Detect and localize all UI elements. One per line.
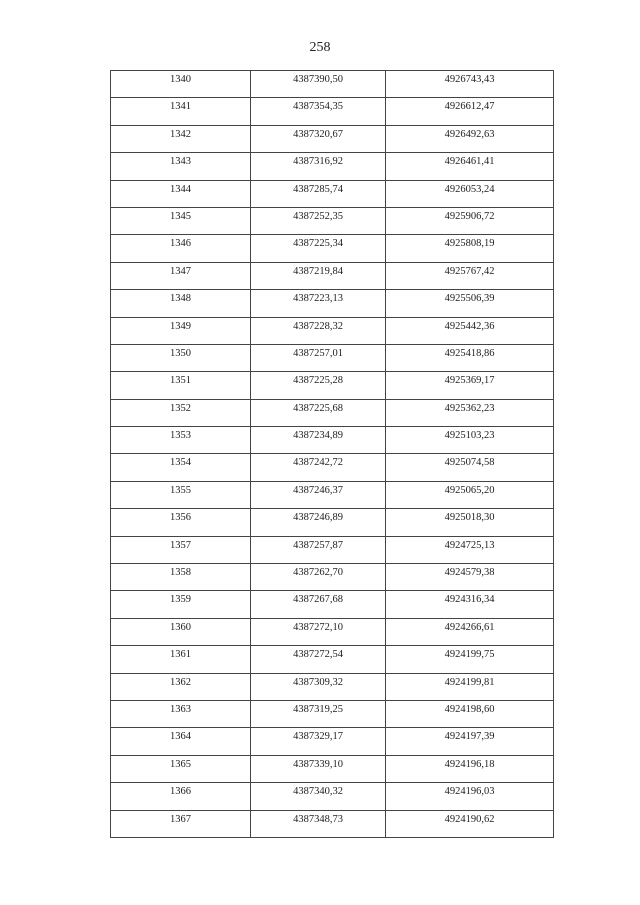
table-row [111,646,554,673]
x-coordinate-cell [251,180,386,207]
point-number-cell [111,98,251,125]
point-number-cell [111,317,251,344]
cell-text: 4924199,75 [444,649,495,661]
y-coordinate-cell [386,481,554,508]
table-row [111,153,554,180]
cell-text: 4925767,42 [444,265,495,277]
point-number-cell [111,454,251,481]
table-row [111,125,554,152]
cell-text: 4924190,62 [444,813,495,825]
y-coordinate-cell [386,810,554,837]
point-number-cell [111,344,251,371]
cell-text: 4387316,92 [293,156,343,168]
x-coordinate-cell [251,783,386,810]
y-coordinate-cell [386,290,554,317]
cell-text: 4387329,17 [293,731,343,743]
table-row [111,290,554,317]
cell-text: 1366 [170,786,191,798]
y-coordinate-cell [386,454,554,481]
cell-text: 1354 [170,457,191,469]
cell-text: 4924316,34 [444,594,495,606]
table-row [111,180,554,207]
cell-text: 4926492,63 [444,128,495,140]
y-coordinate-cell [386,700,554,727]
y-coordinate-cell [386,344,554,371]
cell-text: 1341 [170,101,191,113]
x-coordinate-cell [251,71,386,98]
cell-text: 1352 [170,402,191,414]
cell-text: 4925442,36 [444,320,495,332]
y-coordinate-cell [386,153,554,180]
point-number-cell [111,646,251,673]
x-coordinate-cell [251,125,386,152]
cell-text: 4924198,60 [444,703,495,715]
cell-text: 4387390,50 [293,74,343,85]
table-row [111,618,554,645]
cell-text: 4387348,73 [293,813,343,825]
cell-text: 4387272,10 [293,621,343,633]
point-number-cell [111,591,251,618]
table-row [111,755,554,782]
cell-text: 4387225,68 [293,402,343,414]
point-number-cell [111,262,251,289]
table-row [111,372,554,399]
y-coordinate-cell [386,783,554,810]
x-coordinate-cell [251,427,386,454]
point-number-cell [111,235,251,262]
table-row [111,98,554,125]
table-row [111,262,554,289]
point-number-cell [111,728,251,755]
cell-text: 4387223,13 [293,293,343,305]
x-coordinate-cell [251,564,386,591]
point-number-cell [111,290,251,317]
point-number-cell [111,71,251,98]
coordinates-table [110,70,554,838]
table-row [111,454,554,481]
y-coordinate-cell [386,536,554,563]
cell-text: 1356 [170,512,191,524]
cell-text: 1345 [170,210,191,222]
table-row [111,700,554,727]
cell-text: 1359 [170,594,191,606]
x-coordinate-cell [251,235,386,262]
cell-text: 4387262,70 [293,567,343,579]
point-number-cell [111,783,251,810]
cell-text: 4924196,03 [444,786,495,798]
cell-text: 4924199,81 [444,676,495,688]
cell-text: 4925418,86 [444,347,495,359]
cell-text: 4924725,13 [444,539,495,551]
y-coordinate-cell [386,591,554,618]
x-coordinate-cell [251,290,386,317]
point-number-cell [111,810,251,837]
y-coordinate-cell [386,755,554,782]
cell-text: 1357 [170,539,191,551]
table-row [111,591,554,618]
x-coordinate-cell [251,344,386,371]
point-number-cell [111,427,251,454]
cell-text: 4924266,61 [444,621,495,633]
table-row [111,399,554,426]
cell-text: 4925103,23 [444,430,495,442]
cell-text: 1355 [170,484,191,496]
cell-text: 1365 [170,758,191,770]
point-number-cell [111,509,251,536]
cell-text: 4387252,35 [293,210,343,222]
point-number-cell [111,153,251,180]
cell-text: 1360 [170,621,191,633]
cell-text: 4387225,28 [293,375,343,387]
cell-text: 4925369,17 [444,375,495,387]
cell-text: 1346 [170,238,191,250]
cell-text: 4387354,35 [293,101,343,113]
cell-text: 4387228,32 [293,320,343,332]
table-row [111,481,554,508]
point-number-cell [111,673,251,700]
cell-text: 1342 [170,128,191,140]
x-coordinate-cell [251,700,386,727]
table-row [111,564,554,591]
cell-text: 4387219,84 [293,265,343,277]
cell-text: 1367 [170,813,191,825]
y-coordinate-cell [386,427,554,454]
cell-text: 4925906,72 [444,210,495,222]
table-row [111,509,554,536]
cell-text: 4925074,58 [444,457,495,469]
cell-text: 1344 [170,183,191,195]
cell-text: 1351 [170,375,191,387]
cell-text: 4925506,39 [444,293,495,305]
x-coordinate-cell [251,262,386,289]
cell-text: 4926461,41 [444,156,495,168]
point-number-cell [111,207,251,234]
y-coordinate-cell [386,317,554,344]
cell-text: 1347 [170,265,191,277]
x-coordinate-cell [251,673,386,700]
y-coordinate-cell [386,728,554,755]
point-number-cell [111,564,251,591]
x-coordinate-cell [251,399,386,426]
x-coordinate-cell [251,481,386,508]
y-coordinate-cell [386,125,554,152]
cell-text: 4926612,47 [444,101,495,113]
cell-text: 4925018,30 [444,512,495,524]
cell-text: 1358 [170,567,191,579]
y-coordinate-cell [386,564,554,591]
cell-text: 1349 [170,320,191,332]
cell-text: 4387257,87 [293,539,343,551]
page-number: 258 [309,40,331,55]
x-coordinate-cell [251,646,386,673]
cell-text: 1353 [170,430,191,442]
y-coordinate-cell [386,673,554,700]
table-row [111,235,554,262]
cell-text: 4925065,20 [444,484,495,496]
table-row [111,317,554,344]
cell-text: 1348 [170,293,191,305]
y-coordinate-cell [386,262,554,289]
y-coordinate-cell [386,98,554,125]
x-coordinate-cell [251,591,386,618]
point-number-cell [111,536,251,563]
cell-text: 4387257,01 [293,347,343,359]
cell-text: 1343 [170,156,191,168]
x-coordinate-cell [251,536,386,563]
y-coordinate-cell [386,235,554,262]
coordinates-table-body [111,71,554,838]
cell-text: 1361 [170,649,191,661]
cell-text: 4387309,32 [293,676,343,688]
cell-text: 4387242,72 [293,457,343,469]
cell-text: 1362 [170,676,191,688]
cell-text: 1363 [170,703,191,715]
x-coordinate-cell [251,755,386,782]
table-row [111,536,554,563]
x-coordinate-cell [251,509,386,536]
cell-text: 4387225,34 [293,238,343,250]
x-coordinate-cell [251,618,386,645]
cell-text: 4926053,24 [444,183,495,195]
cell-text: 4387272,54 [293,649,343,661]
cell-text: 4387320,67 [293,128,343,140]
point-number-cell [111,125,251,152]
point-number-cell [111,399,251,426]
table-row [111,673,554,700]
x-coordinate-cell [251,317,386,344]
x-coordinate-cell [251,454,386,481]
cell-text: 4925808,19 [444,238,495,250]
y-coordinate-cell [386,509,554,536]
cell-text: 4387339,10 [293,758,343,770]
cell-text: 4924196,18 [444,758,495,770]
x-coordinate-cell [251,372,386,399]
cell-text: 4926743,43 [444,74,495,85]
cell-text: 4387340,32 [293,786,343,798]
table-row [111,810,554,837]
y-coordinate-cell [386,207,554,234]
x-coordinate-cell [251,207,386,234]
cell-text: 1350 [170,347,191,359]
point-number-cell [111,180,251,207]
cell-text: 4387319,25 [293,703,343,715]
table-row [111,427,554,454]
cell-text: 4924579,38 [444,567,495,579]
cell-text: 4387285,74 [293,183,343,195]
table-row [111,344,554,371]
table-row [111,728,554,755]
point-number-cell [111,618,251,645]
table-row [111,783,554,810]
point-number-cell [111,700,251,727]
y-coordinate-cell [386,71,554,98]
table-row [111,207,554,234]
cell-text: 4924197,39 [444,731,495,743]
cell-text: 4387267,68 [293,594,343,606]
x-coordinate-cell [251,728,386,755]
cell-text: 1340 [170,74,191,85]
y-coordinate-cell [386,646,554,673]
cell-text: 1364 [170,731,191,743]
x-coordinate-cell [251,153,386,180]
cell-text: 4925362,23 [444,402,495,414]
y-coordinate-cell [386,372,554,399]
cell-text: 4387234,89 [293,430,343,442]
cell-text: 4387246,89 [293,512,343,524]
cell-text: 4387246,37 [293,484,343,496]
point-number-cell [111,481,251,508]
y-coordinate-cell [386,399,554,426]
y-coordinate-cell [386,180,554,207]
x-coordinate-cell [251,810,386,837]
point-number-cell [111,372,251,399]
x-coordinate-cell [251,98,386,125]
point-number-cell [111,755,251,782]
table-row [111,71,554,98]
y-coordinate-cell [386,618,554,645]
